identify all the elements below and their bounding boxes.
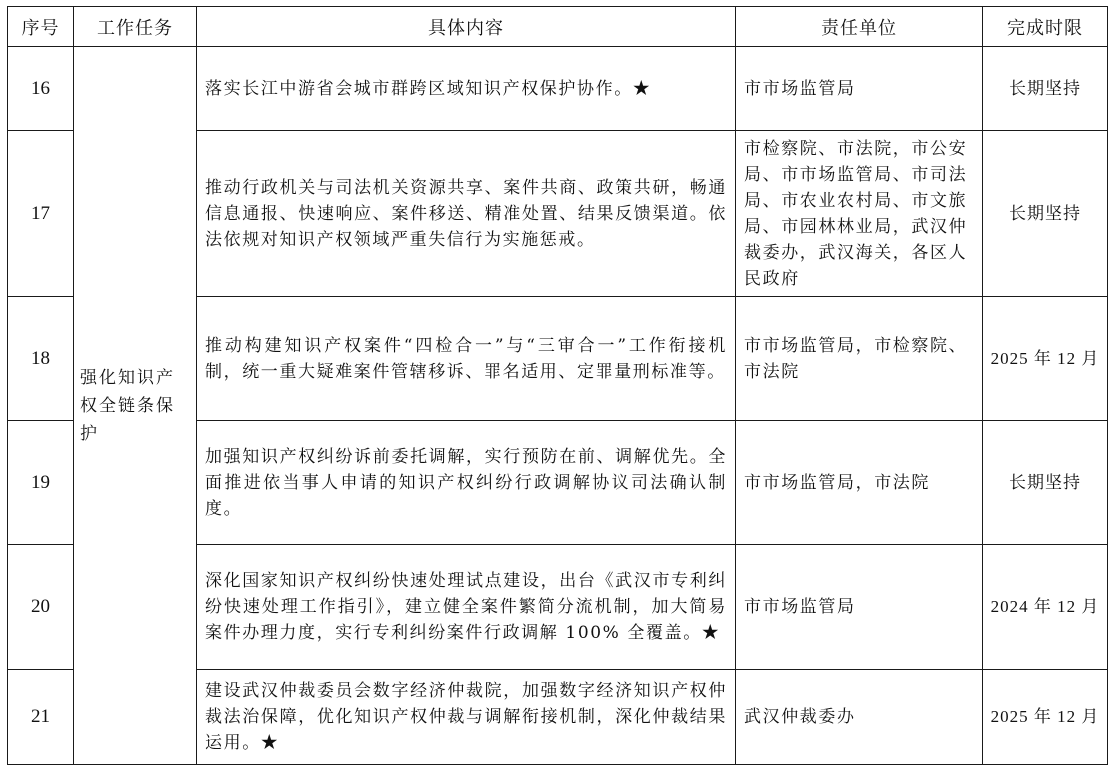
row-unit: 市市场监管局，市法院 xyxy=(736,421,983,545)
header-no: 序号 xyxy=(8,7,74,47)
row-content: 深化国家知识产权纠纷快速处理试点建设，出台《武汉市专利纠纷快速处理工作指引》，建立健全案件繁简分流机制，加大简易案件办理力度，实行专利纠纷案件行政调解 100% 全覆盖。★ xyxy=(197,545,736,670)
row-deadline: 2025 年 12 月 xyxy=(983,297,1108,421)
task-table xyxy=(7,6,1108,765)
row-deadline: 长期坚持 xyxy=(983,47,1108,131)
row-unit: 市市场监管局，市检察院、市法院 xyxy=(736,297,983,421)
header-unit: 责任单位 xyxy=(736,7,983,47)
row-content: 落实长江中游省会城市群跨区域知识产权保护协作。★ xyxy=(197,47,736,131)
row-content: 推动行政机关与司法机关资源共享、案件共商、政策共研，畅通信息通报、快速响应、案件移送、精准处置、结果反馈渠道。依法依规对知识产权领域严重失信行为实施惩戒。 xyxy=(197,131,736,297)
row-no: 16 xyxy=(8,47,74,131)
row-unit: 市市场监管局 xyxy=(736,545,983,670)
header-row xyxy=(8,7,1108,47)
header-deadline: 完成时限 xyxy=(983,7,1108,47)
row-no: 18 xyxy=(8,297,74,421)
header-content: 具体内容 xyxy=(197,7,736,47)
row-unit: 市市场监管局 xyxy=(736,47,983,131)
row-unit: 市检察院、市法院，市公安局、市市场监管局、市司法局、市农业农村局、市文旅局、市园林林业局，武汉仲裁委办，武汉海关，各区人民政府 xyxy=(736,131,983,297)
row-deadline: 长期坚持 xyxy=(983,421,1108,545)
row-no: 21 xyxy=(8,670,74,765)
row-deadline: 长期坚持 xyxy=(983,131,1108,297)
row-deadline: 2024 年 12 月 xyxy=(983,545,1108,670)
header-task: 工作任务 xyxy=(74,7,197,47)
row-no: 19 xyxy=(8,421,74,545)
row-content: 推动构建知识产权案件“四检合一”与“三审合一”工作衔接机制，统一重大疑难案件管辖移诉、罪名适用、定罪量刑标准等。 xyxy=(197,297,736,421)
task-cell: 强化知识产权全链条保护 xyxy=(74,47,197,765)
row-content: 加强知识产权纠纷诉前委托调解，实行预防在前、调解优先。全面推进依当事人申请的知识产权纠纷行政调解协议司法确认制度。 xyxy=(197,421,736,545)
table-row xyxy=(8,47,1108,131)
row-deadline: 2025 年 12 月 xyxy=(983,670,1108,765)
row-no: 17 xyxy=(8,131,74,297)
row-unit: 武汉仲裁委办 xyxy=(736,670,983,765)
row-content: 建设武汉仲裁委员会数字经济仲裁院，加强数字经济知识产权仲裁法治保障，优化知识产权仲裁与调解衔接机制，深化仲裁结果运用。★ xyxy=(197,670,736,765)
row-no: 20 xyxy=(8,545,74,670)
